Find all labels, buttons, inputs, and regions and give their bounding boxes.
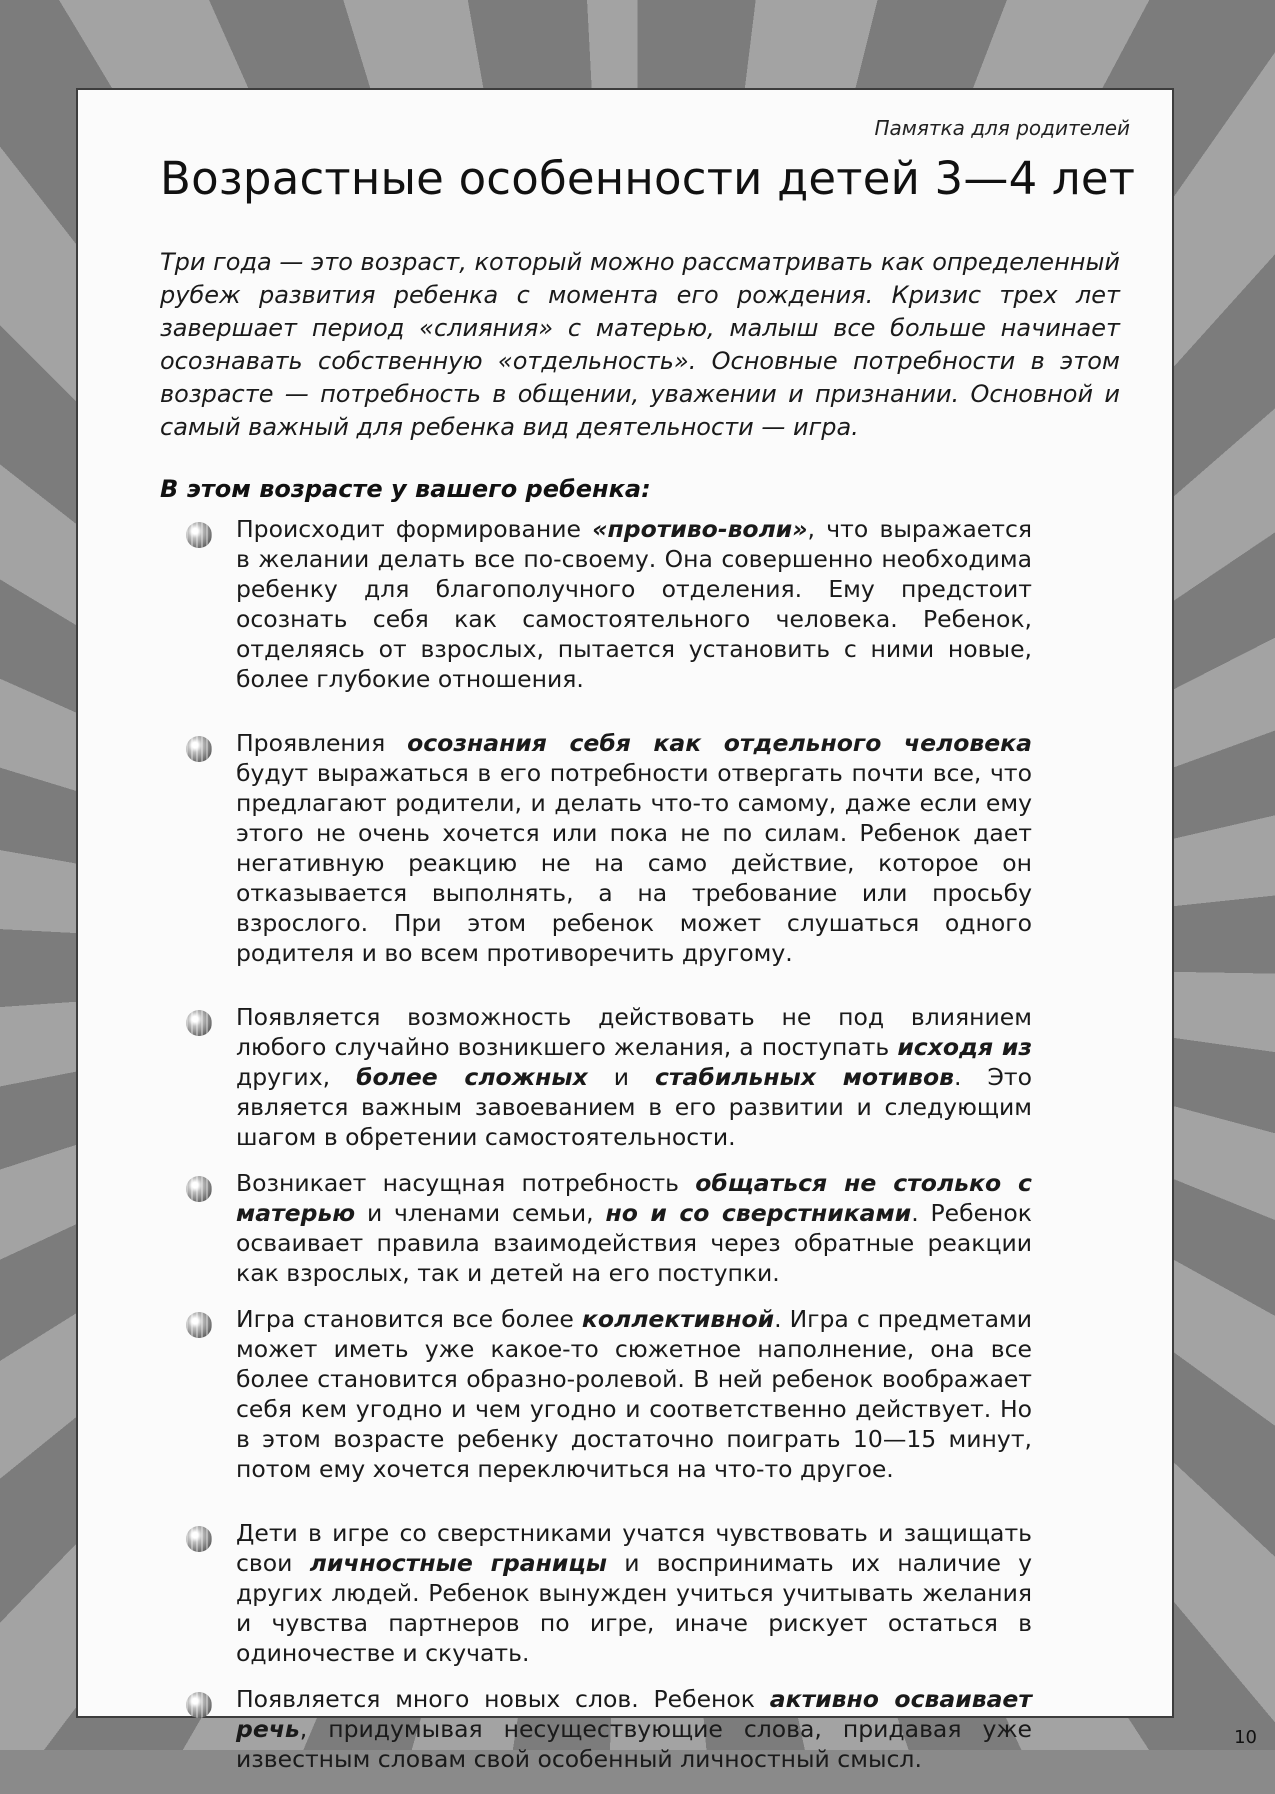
bullet-ball-icon [186,1312,212,1338]
section-heading: В этом возрасте у вашего ребенка: [160,475,651,503]
bullet-ball-icon [186,1176,212,1202]
intro-paragraph: Три года — это возраст, который можно рассматривать как определенный рубеж развития ребенка с момента его рождения. Кризис трех лет завершает период «слияния» с матерью, малыш все больше начинает осознавать собственную «отдельность». Основные потребности в этом возрасте — потребность в общении, уважении и признании. Основной и самый важный для ребенка вид деятельности — игра. [160,248,1120,441]
bullet-ball-icon [186,1526,212,1552]
bullet-ball-icon [186,736,212,762]
bullet-item: Появляется возможность действовать не под влиянием любого случайно возникшего желания, а поступать исходя из других, более сложных и стабильных мотивов. Это является важным завоеванием в его развитии и следующим шагом в обретении самостоятельности. [78,1002,1032,1152]
document-page [76,88,1174,1773]
bullet-list [78,514,1172,1794]
bullet-item: Игра становится все более коллективной. Игра с предметами может иметь уже какое-то сюжетное наполнение, она все более становится образно-ролевой. В ней ребенок воображает себя кем угодно и чем угодно и соответственно действует. Но в этом возрасте ребенку достаточно поиграть 10—15 минут, потом ему хочется переключиться на что-то другое. [78,1304,1032,1484]
header-label: Памятка для родителей [874,116,1130,140]
bullet-ball-icon [186,522,212,548]
bullet-item: Проявления осознания себя как отдельного человека будут выражаться в его потребности отвергать почти все, что предлагают родители, и делать что-то самому, даже если ему этого не очень хочется или пока не по силам. Ребенок дает негативную реакцию не на само действие, которое он отказывается выполнять, а на требование или просьбу взрослого. При этом ребенок может слушаться одного родителя и во всем противоречить другому. [78,728,1032,968]
page-title: Возрастные особенности детей 3—4 лет [160,152,1136,205]
bullet-ball-icon [186,1692,212,1718]
bullet-item: Происходит формирование «противо-воли», что выражается в желании делать все по-своему. Она совершенно необходима ребенку для благополучного отделения. Ему предстоит осознать себя как самостоятельного человека. Ребенок, отделяясь от взрослых, пытается установить с ними новые, более глубокие отношения. [78,514,1032,694]
bullet-ball-icon [186,1010,212,1036]
bullet-item: Появляется много новых слов. Ребенок активно осваивает речь, придумывая несуществующие слова, придавая уже известным словам свой особенный личностный смысл. [78,1684,1032,1774]
bullet-item: Дети в игре со сверстниками учатся чувствовать и защищать свои личностные границы и воспринимать их наличие у других людей. Ребенок вынужден учиться учитывать желания и чувства партнеров по игре, иначе рискует остаться в одиночестве и скучать. [78,1518,1032,1668]
bullet-item: Возникает насущная потребность общаться не столько с матерью и членами семьи, но и со сверстниками. Ребенок осваивает правила взаимодействия через обратные реакции как взрослых, так и детей на его поступки. [78,1168,1032,1288]
page-number: 10 [1234,1727,1257,1748]
